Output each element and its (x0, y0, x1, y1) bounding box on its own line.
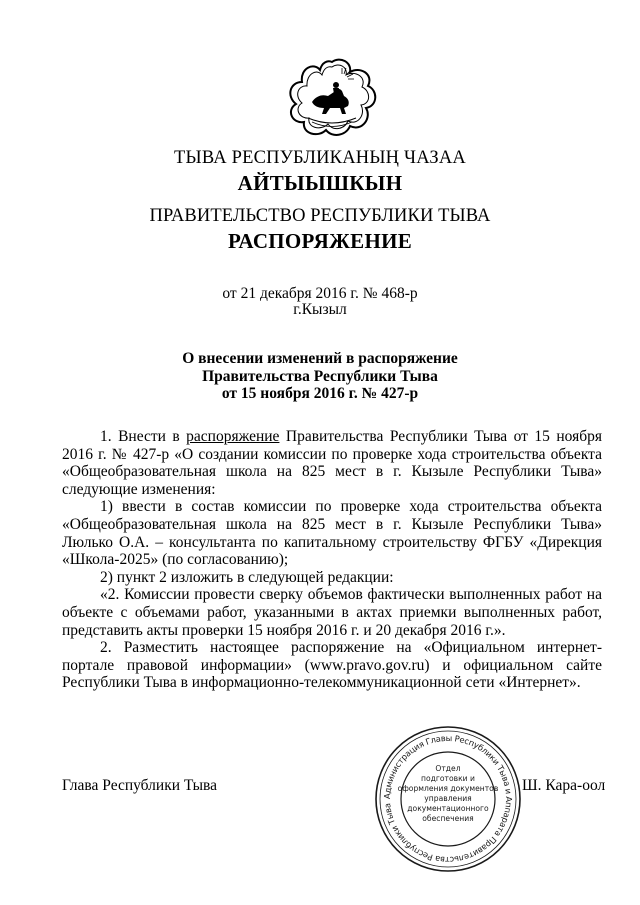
title-line: Правительства Республики Тыва (202, 367, 438, 385)
paragraph-2: 1) ввести в состав комиссии по проверке хода строительства объекта «Общеобразовательная школа на 825 мест в г. Кызыле Республики Тыва» Люлько О.А. – консультанта по капитальному строительству ФГБУ «Дирекция «Школа-2025» (по согласованию); (62, 498, 602, 569)
title-line: О внесении изменений в распоряжение (182, 350, 458, 367)
paragraph-text: Правительства Республики Тыва от 15 ноября 2016 г. № 427-р «О создании комиссии по проверке хода строительства объекта «Общеобразовательная школа на 825 мест в г. Кызыле Республики Тыва» следующие изменения: (62, 428, 602, 498)
svg-text:документационного: документационного (407, 804, 489, 813)
header-tuva-government: ТЫВА РЕСПУБЛИКАНЫҢ ЧАЗАА (174, 148, 466, 168)
ordinance-link[interactable]: распоряжение (186, 428, 280, 445)
document-date-number: от 21 декабря 2016 г. № 468-р (222, 285, 418, 302)
svg-text:обеспечения: обеспечения (422, 814, 474, 823)
header-document-type: РАСПОРЯЖЕНИЕ (227, 229, 413, 253)
document-body (62, 428, 602, 692)
paragraph-4: «2. Комиссии провести сверку объемов фактически выполненных работ на объекте с объемами работ, указанными в актах приемки выполненных работ, представить акты проверки 15 ноября 2016 г. и 20 декабря 2016 г.». (62, 586, 602, 639)
stamp-ring-text: Администрация Главы Республики Тыва и Аппарата Правительства Республики Тыва (381, 732, 515, 866)
paragraph-1 (62, 428, 602, 498)
svg-text:подготовки и: подготовки и (421, 774, 475, 783)
svg-text:Отдел: Отдел (435, 764, 461, 773)
header-russian-government: ПРАВИТЕЛЬСТВО РЕСПУБЛИКИ ТЫВА (149, 206, 491, 226)
official-stamp-icon (372, 723, 524, 875)
title-line: от 15 ноября 2016 г. № 427-р (221, 385, 419, 402)
paragraph-3: 2) пункт 2 изложить в следующей редакции: (100, 568, 394, 586)
header-tuva-document-type: АЙТЫЫШКЫН (237, 171, 403, 195)
svg-text:управления: управления (424, 794, 472, 803)
document-city: г.Кызыл (293, 301, 347, 318)
svg-text:оформления документов: оформления документов (397, 784, 499, 793)
signatory-name: Ш. Кара-оол (522, 777, 606, 794)
tuva-coat-of-arms-icon (286, 58, 378, 136)
paragraph-5: 2. Разместить настоящее распоряжение на «Официальном интернет-портале правовой информации» (www.pravo.gov.ru) и официальном сайте Республики Тыва в информационно-телекоммуникационной сети «Интернет». (62, 639, 602, 692)
document-title (0, 350, 640, 403)
signatory-position: Глава Республики Тыва (62, 777, 218, 794)
paragraph-text: 1. Внести в (100, 428, 187, 445)
